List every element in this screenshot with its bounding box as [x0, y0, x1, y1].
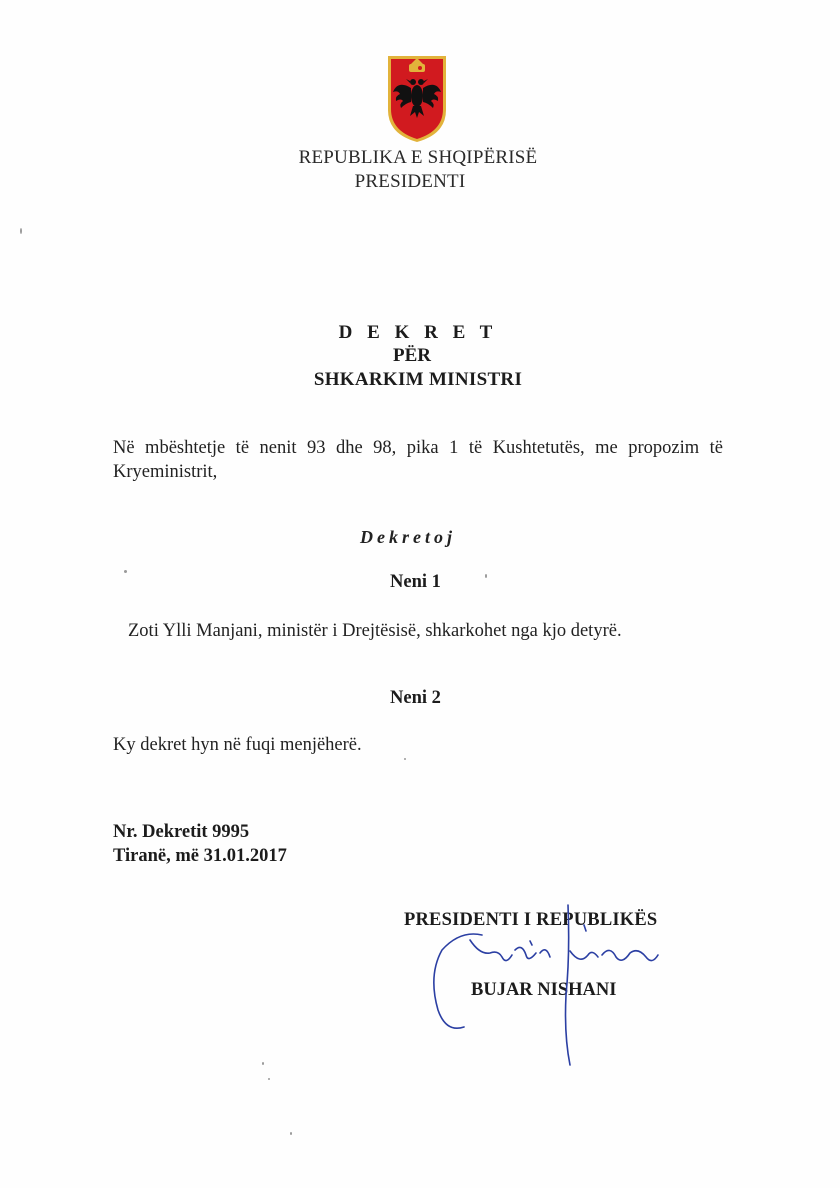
article-2-text: Ky dekret hyn në fuqi menjëherë. [113, 735, 362, 755]
preamble-line-2: Kryeministrit, [113, 462, 218, 482]
signatory-title: PRESIDENTI I REPUBLIKËS [404, 910, 658, 930]
article-1-heading: Neni 1 [390, 572, 441, 592]
office-name: PRESIDENTI [354, 171, 466, 192]
article-1-text: Zoti Ylli Manjani, ministër i Drejtësisë, shkarkohet nga kjo detyrë. [128, 621, 622, 641]
scan-speck [20, 228, 22, 234]
scan-speck [262, 1062, 264, 1065]
document-subject: SHKARKIM MINISTRI [313, 369, 523, 390]
scan-speck [404, 758, 406, 760]
scan-speck [485, 574, 487, 578]
document-title-preposition: PËR [393, 345, 431, 366]
document-title: D E K R E T [338, 322, 498, 343]
article-2-heading: Neni 2 [390, 688, 441, 708]
decree-verb: Dekretoj [360, 527, 456, 547]
scan-speck [268, 1078, 270, 1080]
preamble-paragraph [113, 436, 723, 484]
preamble-line-1: Në mbështetje të nenit 93 dhe 98, pika 1 të Kushtetutës, me propozim të [113, 438, 723, 458]
handwritten-signature [420, 895, 680, 1075]
decree-number: Nr. Dekretit 9995 [113, 822, 250, 842]
coat-of-arms-icon [386, 54, 448, 144]
country-name: REPUBLIKA E SHQIPËRISË [298, 147, 538, 168]
scan-speck [124, 570, 127, 573]
place-and-date: Tiranë, më 31.01.2017 [113, 846, 287, 866]
scan-speck [290, 1132, 292, 1135]
signatory-name: BUJAR NISHANI [471, 980, 617, 1000]
